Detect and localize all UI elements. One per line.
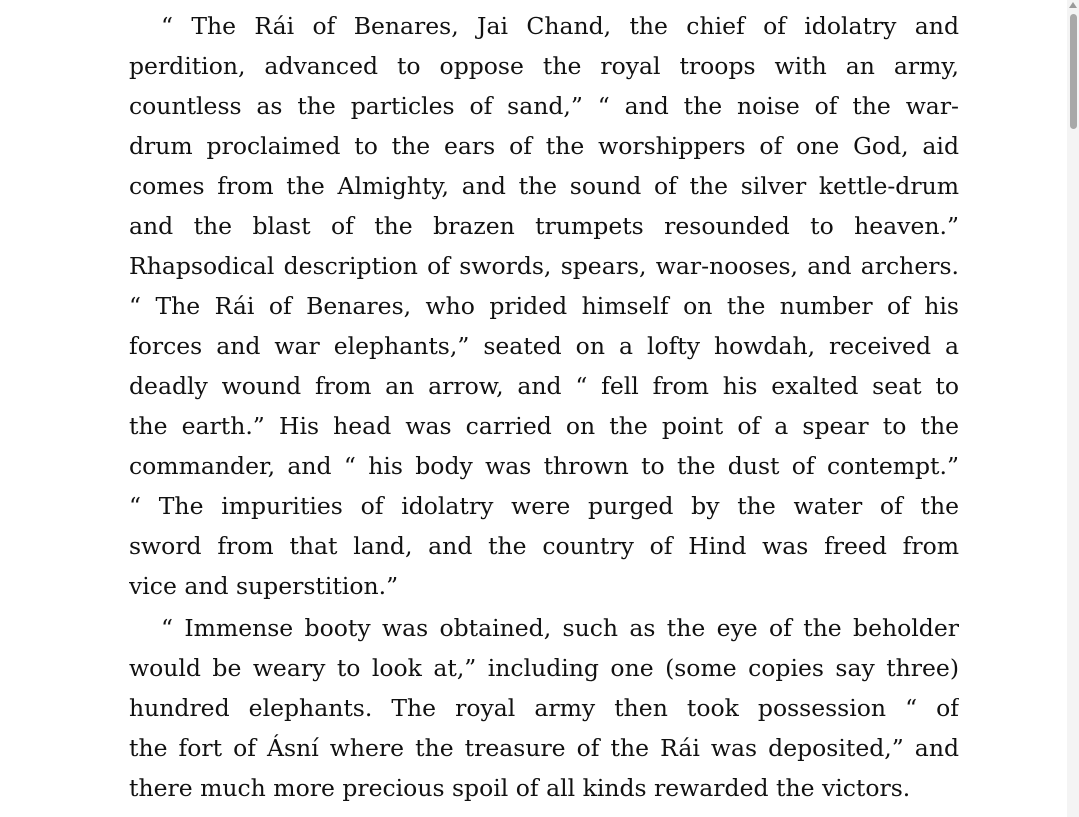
text-line: the fort of Ásní where the treasure of the Rái was deposited,” and: [129, 734, 959, 762]
text-line: and the blast of the brazen trumpets resounded to heaven.”: [129, 212, 959, 240]
text-line: countless as the particles of sand,” “ and the noise of the war-: [129, 92, 959, 120]
text-line: deadly wound from an arrow, and “ fell from his exalted seat to: [129, 372, 959, 400]
text-line: “ The Rái of Benares, who prided himself on the number of his: [129, 292, 959, 320]
paragraph-1: [129, 6, 959, 606]
text-line: vice and superstition.”: [129, 572, 399, 600]
text-line: “ The impurities of idolatry were purged by the water of the: [129, 492, 959, 520]
text-line: drum proclaimed to the ears of the worshippers of one God, aid: [129, 132, 959, 160]
text-line: “ The Rái of Benares, Jai Chand, the chief of idolatry and: [161, 12, 959, 40]
text-line: would be weary to look at,” including one (some copies say three): [129, 654, 959, 682]
text-line: sword from that land, and the country of Hind was freed from: [129, 532, 959, 560]
scrollbar-thumb[interactable]: [1070, 14, 1077, 129]
text-line: comes from the Almighty, and the sound of the silver kettle-drum: [129, 172, 959, 200]
paragraph-2: [129, 608, 959, 808]
text-line: hundred elephants. The royal army then took possession “ of: [129, 694, 959, 722]
text-line: “ Immense booty was obtained, such as the eye of the beholder: [161, 614, 959, 642]
vertical-scrollbar[interactable]: [1067, 0, 1079, 817]
document-text: [129, 6, 959, 808]
text-line: forces and war elephants,” seated on a lofty howdah, received a: [129, 332, 959, 360]
text-line: the earth.” His head was carried on the point of a spear to the: [129, 412, 959, 440]
text-line: there much more precious spoil of all kinds rewarded the victors.: [129, 774, 911, 802]
text-line: commander, and “ his body was thrown to the dust of contempt.”: [129, 452, 959, 480]
text-line: perdition, advanced to oppose the royal troops with an army,: [129, 52, 959, 80]
scroll-up-arrow-icon[interactable]: [1069, 2, 1077, 8]
text-line: Rhapsodical description of swords, spears, war-nooses, and archers.: [129, 252, 959, 280]
